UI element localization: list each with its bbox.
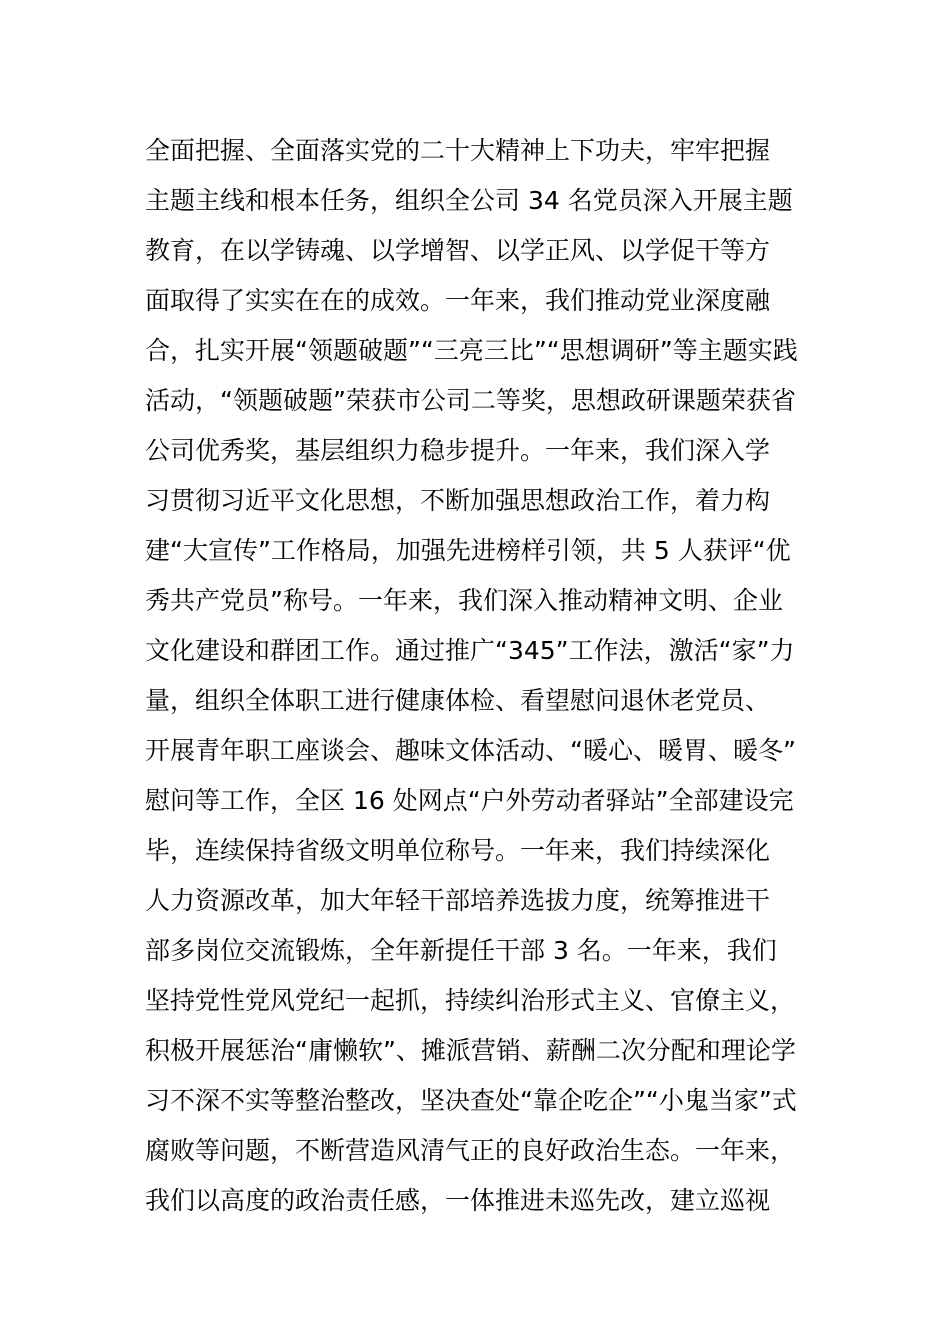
text-line-3: 教育，在以学铸魂、以学增智、以学正风、以学促干等方 — [145, 236, 771, 265]
text-line-9: 建“大宣传”工作格局，加强先进榜样引领，共 5 人获评“优 — [145, 536, 791, 565]
text-line-11: 文化建设和群团工作。通过推广“345”工作法，激活“家”力 — [145, 636, 795, 665]
text-line-12: 量，组织全体职工进行健康体检、看望慰问退休老党员、 — [145, 686, 771, 715]
text-line-18: 坚持党性党风党纪一起抓，持续纠治形式主义、官僚主义， — [145, 986, 796, 1015]
text-line-6: 活动，“领题破题”荣获市公司二等奖，思想政研课题荣获省 — [145, 386, 796, 415]
text-line-1: 全面把握、全面落实党的二十大精神上下功夫，牢牢把握 — [145, 136, 771, 165]
text-line-7: 公司优秀奖，基层组织力稳步提升。一年来，我们深入学 — [145, 436, 771, 465]
text-line-8: 习贯彻习近平文化思想，不断加强思想政治工作，着力构 — [145, 486, 771, 515]
text-line-10: 秀共产党员”称号。一年来，我们深入推动精神文明、企业 — [145, 586, 783, 615]
text-line-21: 腐败等问题，不断营造风清气正的良好政治生态。一年来， — [145, 1136, 796, 1165]
text-line-13: 开展青年职工座谈会、趣味文体活动、“暖心、暖胃、暖冬” — [145, 736, 796, 765]
text-line-17: 部多岗位交流锻炼，全年新提任干部 3 名。一年来，我们 — [145, 936, 777, 965]
text-line-20: 习不深不实等整治整改，坚决查处“靠企吃企”“小鬼当家”式 — [145, 1086, 797, 1115]
text-line-2: 主题主线和根本任务，组织全公司 34 名党员深入开展主题 — [145, 186, 793, 215]
text-line-22: 我们以高度的政治责任感，一体推进未巡先改，建立巡视 — [145, 1186, 771, 1215]
text-line-19: 积极开展惩治“庸懒软”、摊派营销、薪酬二次分配和理论学 — [145, 1036, 796, 1065]
text-line-14: 慰问等工作，全区 16 处网点“户外劳动者驿站”全部建设完 — [145, 786, 794, 815]
text-line-4: 面取得了实实在在的成效。一年来，我们推动党业深度融 — [145, 286, 771, 315]
text-line-16: 人力资源改革，加大年轻干部培养选拔力度，统筹推进干 — [145, 886, 771, 915]
text-line-5: 合，扎实开展“领题破题”“三亮三比”“思想调研”等主题实践 — [145, 336, 798, 365]
body-paragraph — [145, 126, 815, 1226]
text-line-15: 毕，连续保持省级文明单位称号。一年来，我们持续深化 — [145, 836, 771, 865]
